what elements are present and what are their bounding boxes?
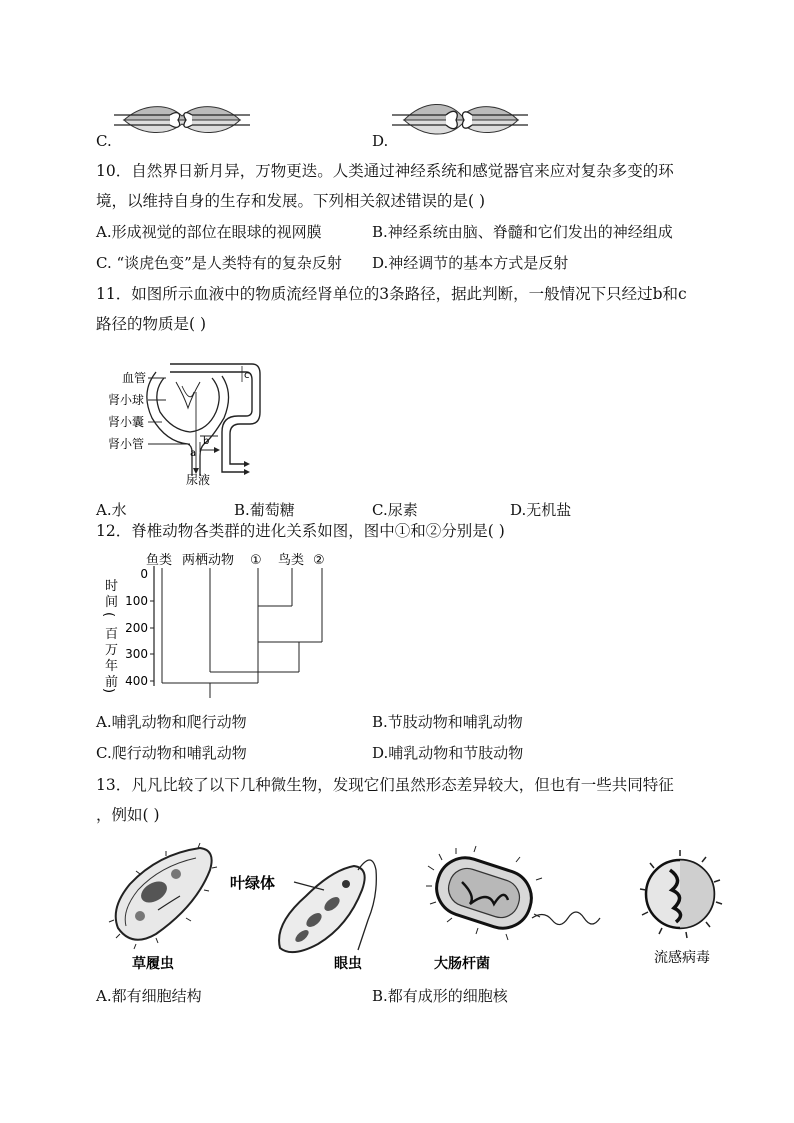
tree-label-amphibians: 两栖动物	[182, 553, 235, 568]
q12-option-d[interactable]: D.哺乳动物和节肢动物	[372, 744, 524, 762]
tick-label-400: 400	[125, 674, 148, 688]
axis-title-char: 年	[105, 659, 119, 674]
microorganisms-figure	[96, 840, 746, 972]
caption-paramecium: 草履虫	[132, 956, 174, 972]
joint-diagram-d	[390, 96, 530, 144]
tree-label-2: ②	[313, 553, 325, 568]
q11-option-c[interactable]: C.尿素	[372, 501, 418, 519]
axis-title-char: 时	[105, 579, 119, 594]
nephron-path-c: c	[244, 370, 250, 381]
nephron-path-b: b	[203, 436, 210, 447]
q10-option-b[interactable]: B.神经系统由脑、脊髓和它们发出的神经组成	[372, 223, 673, 241]
axis-title-char: )	[101, 688, 116, 694]
axis-title-char: 间	[105, 595, 119, 610]
q11-option-a[interactable]: A.水	[96, 501, 127, 519]
nephron-path-a: a	[190, 448, 197, 459]
q12-option-a[interactable]: A.哺乳动物和爬行动物	[96, 713, 247, 731]
tick-label-0: 0	[140, 567, 148, 581]
nephron-label-tubule: 肾小管	[108, 437, 145, 451]
nephron-label-urine: 尿液	[186, 473, 211, 487]
label-chloroplast: 叶绿体	[230, 874, 276, 892]
axis-title-char: 前	[105, 675, 119, 690]
caption-influenza-virus: 流感病毒	[654, 950, 710, 966]
tick-label-300: 300	[125, 647, 148, 661]
tree-label-1: ①	[250, 553, 262, 568]
q12-option-c[interactable]: C.爬行动物和哺乳动物	[96, 744, 247, 762]
q11-option-d[interactable]: D.无机盐	[510, 501, 572, 519]
axis-title-char: 万	[105, 643, 119, 658]
tree-label-fish: 鱼类	[146, 553, 173, 568]
nephron-label-vessel: 血管	[122, 371, 147, 385]
axis-title-char: (	[101, 612, 116, 618]
q10-option-d[interactable]: D.神经调节的基本方式是反射	[372, 254, 569, 272]
q11-stem-line1: 11．如图所示血液中的物质流经肾单位的3条路径，据此判断，一般情况下只经过b和c	[96, 285, 687, 303]
caption-ecoli: 大肠杆菌	[434, 956, 490, 972]
q12-option-b[interactable]: B.节肢动物和哺乳动物	[372, 713, 523, 731]
q13-option-a[interactable]: A.都有细胞结构	[96, 987, 202, 1005]
q13-stem-line2: ，例如( )	[96, 806, 160, 824]
euglena-illustration	[279, 860, 376, 952]
q9-option-c-label[interactable]: C.	[96, 132, 112, 150]
joint-diagram-c	[112, 96, 252, 144]
q11-stem-line2: 路径的物质是( )	[96, 315, 207, 333]
q10-option-c[interactable]: C. “谈虎色变”是人类特有的复杂反射	[96, 254, 342, 272]
nephron-label-capsule: 肾小囊	[108, 415, 145, 429]
tick-label-200: 200	[125, 621, 148, 635]
ecoli-illustration	[426, 846, 600, 940]
caption-euglena: 眼虫	[334, 956, 362, 972]
q13-stem-line1: 13．凡凡比较了以下几种微生物，发现它们虽然形态差异较大，但也有一些共同特征	[96, 776, 674, 794]
q11-option-b[interactable]: B.葡萄糖	[234, 501, 295, 519]
q9-option-d-label[interactable]: D.	[372, 132, 389, 150]
influenza-virus-illustration	[640, 850, 722, 938]
q12-stem: 12．脊椎动物各类群的进化关系如图，图中①和②分别是( )	[96, 522, 505, 540]
nephron-diagram	[100, 352, 270, 488]
evolution-tree-diagram	[96, 546, 346, 700]
q10-stem-line1: 10．自然界日新月异，万物更迭。人类通过神经系统和感觉器官来应对复杂多变的环	[96, 162, 674, 180]
q10-option-a[interactable]: A.形成视觉的部位在眼球的视网膜	[96, 223, 322, 241]
q13-option-b[interactable]: B.都有成形的细胞核	[372, 987, 508, 1005]
q10-stem-line2: 境，以维持自身的生存和发展。下列相关叙述错误的是( )	[96, 192, 486, 210]
nephron-label-glomerulus: 肾小球	[108, 393, 145, 407]
paramecium-illustration	[109, 843, 217, 949]
axis-title-char: 百	[105, 627, 119, 642]
tree-label-birds: 鸟类	[278, 553, 305, 568]
tick-label-100: 100	[125, 594, 148, 608]
